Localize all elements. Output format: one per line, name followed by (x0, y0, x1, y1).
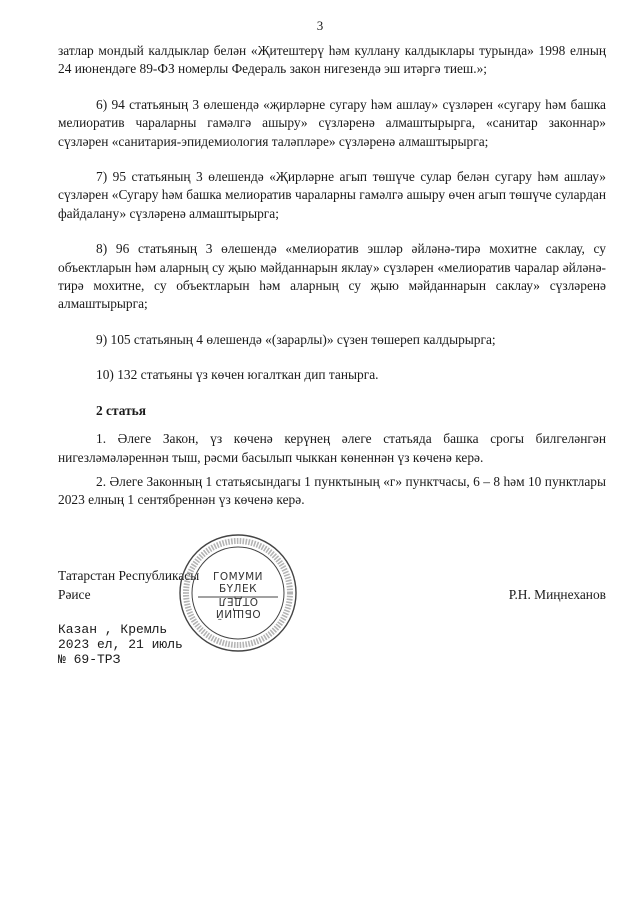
law-number-line: № 69-ТРЗ (58, 652, 121, 667)
place-line: Казан , Кремль (58, 622, 168, 637)
stamp-flipped-line1: ОБЩИЙ (215, 607, 261, 619)
paragraph-item-7: 7) 95 статьяның 3 өлешендә «Җирләрне агып төшүче сулар белән сугару һәм ашлау» сүзләрен «Сугару һәм башка мелиоратив чараларны гамәлгә ашыру өчен агып төшүче сулардан файдалану» сүзләренә алмаштырырга; (58, 169, 606, 221)
signatory-title-line2: Рәисе (58, 587, 91, 602)
paragraph-item-10: 10) 132 статьяны үз көчен югалткан дип танырга. (96, 367, 379, 383)
date-line: 2023 ел, 21 июль (58, 637, 183, 652)
stamp-text-line1: ГОМУМИ (212, 571, 264, 583)
article-heading: 2 статья (96, 402, 146, 418)
stamp-flipped-line2: ОТДЕЛ (218, 595, 258, 607)
paragraph-item-6: 6) 94 статьяның 3 өлешендә «җирләрне сугару һәм ашлау» сүзләрен «сугару һәм башка мелиоратив чараларны гамәлгә ашыру» сүзләренә алмаштырырга, «санитар законнар» сүзләрен «санитария-эпидемиология таләпләре» сүзләренә алмаштырырга; (58, 96, 606, 149)
page-number: 3 (316, 18, 324, 33)
paragraph-continuation: затлар мондый калдыклар белән «Җитештерү һәм куллану калдыклары турында» 1998 елның 24 июнендәге 89-ФЗ номерлы Федераль закон нигезендә эш итәргә тиеш.»; (58, 43, 606, 77)
article-paragraph-2: 2. Әлеге Законның 1 статьясындагы 1 пунктының «г» пунктчасы, 6 – 8 һәм 10 пунктлары 2023 елның 1 сентябреннән үз көченә керә. (58, 473, 606, 508)
signatory-name: Р.Н. Миңнеханов (508, 587, 606, 602)
stamp-text-line2: БҮЛЕК (218, 583, 258, 595)
stamp-flipped-text (176, 595, 300, 619)
paragraph-item-9: 9) 105 статьяның 4 өлешендә «(зарарлы)» сүзен төшереп калдырырга; (96, 331, 496, 347)
official-stamp (176, 531, 300, 655)
article-paragraph-1: 1. Әлеге Закон, үз көченә керүнең әлеге статьяда башка срогы билгеләнгән нигезләмәләреннән тыш, рәсми басылып чыккан көненнән үз көченә керә. (58, 431, 606, 465)
paragraph-item-8: 8) 96 статьяның 3 өлешендә «мелиоратив эшләр әйләнә-тирә мохитне саклау, су объектларын һәм аларның су җыю мәйданнарын яклау» сүзләрен «мелиоратив чаралар әйләнә-тирә мохитне, су объектларын һәм аларның су җыю мәйданнарын саклау» сүзләренә алмаштырырга; (58, 241, 606, 312)
signature-block (58, 566, 606, 604)
signatory-title-line1: Татарстан Республикасы (58, 568, 200, 583)
place-date-block (58, 622, 183, 667)
document-body (58, 42, 606, 510)
